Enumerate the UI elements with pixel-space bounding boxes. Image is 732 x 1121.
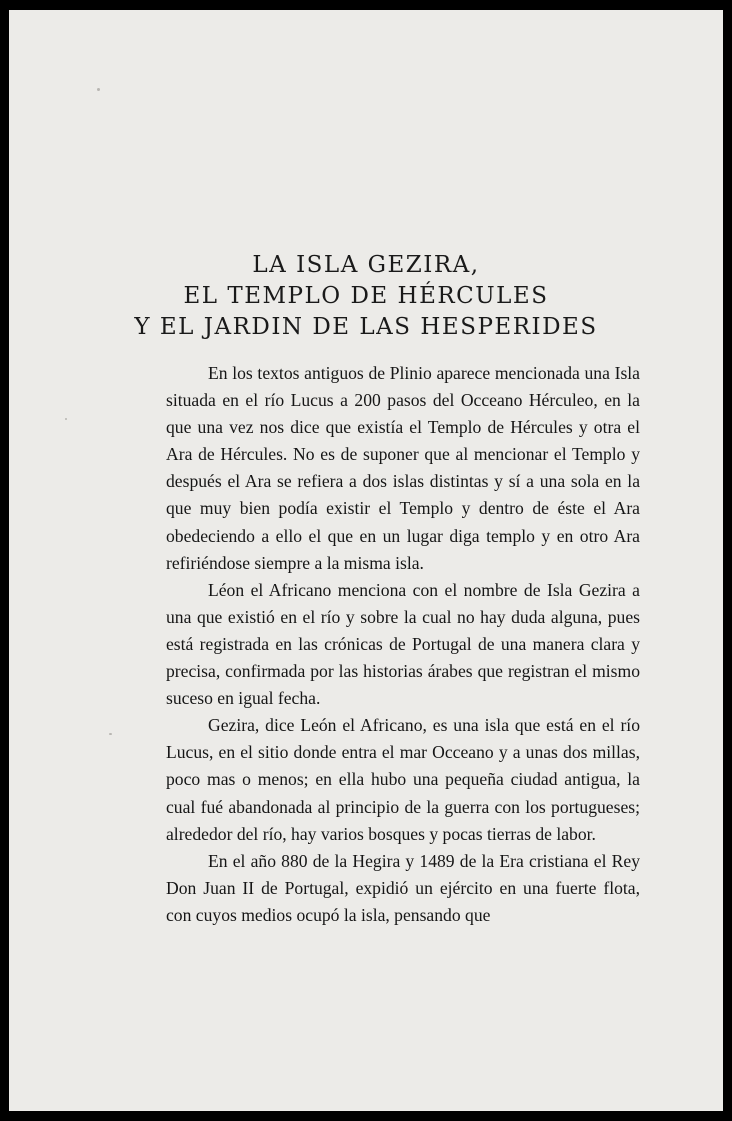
- title-line-2: EL TEMPLO DE HÉRCULES: [183, 283, 549, 309]
- document-page: [9, 10, 723, 1111]
- paper-speck: [65, 418, 67, 420]
- paragraph-3: Gezira, dice León el Africano, es una isla que está en el río Lucus, en el sitio donde entra el mar Occeano y a unas dos millas, poco mas o menos; en ella hubo una pequeña ciudad antigua, la cual fué abandonada al principio de la guerra con los portugueses; alrededor del río, hay varios bosques y pocas tierras de labor.: [166, 715, 640, 844]
- paragraph-2: Léon el Africano menciona con el nombre de Isla Gezira a una que existió en el río y sobre la cual no hay duda alguna, pues está registrada en las crónicas de Portugal de una manera clara y precisa, confirmada por las historias árabes que registran el mismo suceso en igual fecha.: [166, 579, 640, 709]
- chapter-title: [9, 250, 723, 343]
- paper-speck: [97, 88, 100, 91]
- title-line-1: LA ISLA GEZIRA,: [252, 252, 480, 278]
- paragraph-1: En los textos antiguos de Plinio aparece mencionada una Isla situada en el río Lucus a 200 pasos del Occeano Hérculeo, en la que una vez nos dice que existía el Templo de Hércules y otra el Ara de Hércules. No es de suponer que al mencionar el Templo y después el Ara se refiera a dos islas distintas y sí a una sola en la que muy bien podía existir el Templo y dentro de éste el Ara obedeciendo a ello el que en un lugar diga templo y en otro Ara refiriéndose siempre a la misma isla.: [166, 363, 640, 573]
- paper-speck: [109, 733, 112, 735]
- body-text: [166, 360, 640, 929]
- paragraph-4: En el año 880 de la Hegira y 1489 de la Era cristiana el Rey Don Juan II de Portugal, expidió un ejército en una fuerte flota, con cuyos medios ocupó la isla, pensando que: [166, 850, 640, 925]
- title-line-3: Y EL JARDIN DE LAS HESPERIDES: [134, 314, 598, 340]
